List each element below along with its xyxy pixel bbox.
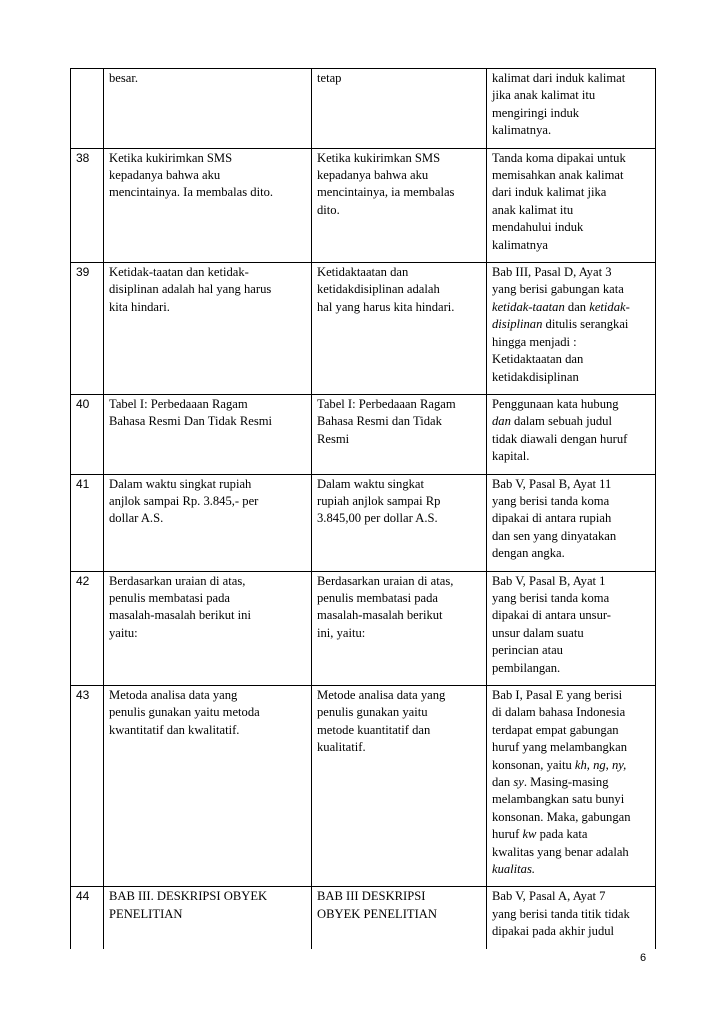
table-row	[71, 474, 656, 571]
row-number-cell	[71, 263, 104, 395]
cell-line: Bahasa Resmi Dan Tidak Resmi	[109, 414, 273, 429]
corrected-text-cell	[312, 474, 487, 571]
cell-line	[492, 625, 650, 642]
corrected-text-cell	[312, 148, 487, 262]
cell-line	[492, 906, 650, 923]
row-number-cell	[71, 394, 104, 474]
text-segment: dan	[492, 775, 514, 790]
row-number-cell	[71, 69, 104, 149]
cell-line	[492, 334, 650, 351]
incorrect-text-cell	[104, 394, 312, 474]
cell-line	[492, 493, 650, 510]
cell-line	[492, 396, 650, 413]
incorrect-text-cell	[104, 263, 312, 395]
row-number: 40	[76, 396, 90, 411]
cell-line: masalah-masalah berikut	[317, 608, 443, 623]
cell-line: Bahasa Resmi dan Tidak	[317, 414, 442, 429]
italic-term: kualitas.	[492, 862, 536, 877]
cell-line	[492, 150, 650, 167]
text-segment: dari induk kalimat jika	[492, 185, 607, 200]
corrected-text-cell	[312, 887, 487, 949]
cell-line	[492, 844, 650, 861]
explanation-cell	[487, 148, 656, 262]
text-segment: ditulis serangkai	[542, 317, 629, 332]
cell-line	[492, 237, 650, 254]
cell-line	[492, 573, 650, 590]
text-segment: tidak diawali dengan huruf	[492, 431, 628, 446]
cell-line	[492, 351, 650, 368]
cell-line: BAB III DESKRIPSI	[317, 889, 426, 904]
cell-line: rupiah anjlok sampai Rp	[317, 493, 441, 508]
cell-line	[492, 739, 650, 756]
incorrect-text-cell	[104, 686, 312, 887]
text-segment: kwalitas yang benar adalah	[492, 844, 629, 859]
cell-line: Ketidaktaatan dan	[317, 265, 409, 280]
text-segment: Ketidaktaatan dan	[492, 352, 584, 367]
incorrect-text-cell	[104, 69, 312, 149]
errata-body	[71, 69, 656, 949]
cell-line: Ketidak-taatan dan ketidak-	[109, 265, 249, 280]
text-segment: mendahului induk	[492, 220, 584, 235]
cell-line	[492, 826, 650, 843]
text-segment: kalimatnya	[492, 237, 548, 252]
text-segment: kapital.	[492, 449, 530, 464]
table-row	[71, 571, 656, 685]
text-segment: . Masing-masing	[523, 775, 609, 790]
cell-line: Dalam waktu singkat	[317, 476, 425, 491]
explanation-cell	[487, 474, 656, 571]
cell-line: PENELITIAN	[109, 906, 183, 921]
text-segment: yang berisi gabungan kata	[492, 282, 624, 297]
row-number: 44	[76, 889, 90, 904]
cell-line	[492, 264, 650, 281]
cell-line	[492, 923, 650, 940]
cell-line	[492, 167, 650, 184]
cell-line	[492, 105, 650, 122]
cell-line: penulis gunakan yaitu	[317, 705, 428, 720]
corrected-text-cell	[312, 394, 487, 474]
explanation-cell	[487, 263, 656, 395]
cell-line	[492, 888, 650, 905]
row-number: 39	[76, 265, 90, 280]
italic-term: sy	[513, 775, 524, 790]
cell-line: Dalam waktu singkat rupiah	[109, 476, 252, 491]
cell-line	[492, 281, 650, 298]
table-row	[71, 887, 656, 949]
text-segment: melambangkan satu bunyi	[492, 792, 625, 807]
text-segment: dipakai pada akhir judul	[492, 924, 615, 939]
cell-line	[492, 590, 650, 607]
text-segment: Bab III, Pasal D, Ayat 3	[492, 265, 612, 280]
table-row	[71, 263, 656, 395]
cell-line: dollar A.S.	[109, 511, 164, 526]
cell-line: tetap	[317, 71, 342, 85]
text-segment: pada kata	[536, 827, 588, 842]
cell-line	[492, 722, 650, 739]
cell-line	[492, 528, 650, 545]
cell-line	[492, 791, 650, 808]
text-segment: dipakai di antara unsur-	[492, 608, 611, 623]
cell-line: disiplinan adalah hal yang harus	[109, 282, 272, 297]
row-number: 41	[76, 476, 90, 491]
cell-line	[492, 809, 650, 826]
cell-line: Berdasarkan uraian di atas,	[317, 573, 454, 588]
italic-term: ketidak-taatan	[492, 299, 565, 314]
explanation-cell	[487, 571, 656, 685]
cell-line: dito.	[317, 202, 340, 217]
cell-line: Ketika kukirimkan SMS	[317, 150, 441, 165]
row-number-cell	[71, 474, 104, 571]
incorrect-text-cell	[104, 148, 312, 262]
cell-line: OBYEK PENELITIAN	[317, 906, 437, 921]
cell-line: penulis membatasi pada	[109, 590, 231, 605]
cell-line: kita hindari.	[109, 299, 170, 314]
table-row	[71, 69, 656, 149]
cell-line	[492, 184, 650, 201]
cell-line	[492, 607, 650, 624]
text-segment: Bab I, Pasal E yang berisi	[492, 688, 623, 702]
explanation-cell	[487, 686, 656, 887]
cell-line: kepadanya bahwa aku	[317, 168, 429, 183]
corrected-text-cell	[312, 69, 487, 149]
page-number: 6	[640, 952, 647, 964]
cell-line	[492, 757, 650, 774]
cell-line	[492, 704, 650, 721]
cell-line: ini, yaitu:	[317, 625, 366, 640]
text-segment: yang berisi tanda titik tidak	[492, 906, 630, 921]
cell-line	[492, 70, 650, 87]
text-segment: mengiringi induk	[492, 105, 580, 120]
cell-line: Berdasarkan uraian di atas,	[109, 573, 246, 588]
text-segment: perincian atau	[492, 643, 563, 658]
cell-line: anjlok sampai Rp. 3.845,- per	[109, 493, 259, 508]
cell-line	[492, 545, 650, 562]
incorrect-text-cell	[104, 887, 312, 949]
text-segment: Bab V, Pasal B, Ayat 1	[492, 573, 606, 588]
cell-line: kepadanya bahwa aku	[109, 168, 221, 183]
cell-line	[492, 202, 650, 219]
text-segment: ketidakdisiplinan	[492, 369, 579, 384]
cell-line	[492, 431, 650, 448]
errata-table	[70, 68, 656, 949]
incorrect-text-cell	[104, 474, 312, 571]
cell-line	[492, 660, 650, 677]
cell-line: kwantitatif dan kwalitatif.	[109, 722, 240, 737]
text-segment: unsur dalam suatu	[492, 625, 584, 640]
explanation-cell	[487, 887, 656, 949]
cell-line: metode kuantitatif dan	[317, 722, 431, 737]
cell-line	[492, 476, 650, 493]
cell-line: mencintainya. Ia membalas dito.	[109, 185, 274, 200]
cell-line: hal yang harus kita hindari.	[317, 299, 455, 314]
cell-line: Metode analisa data yang	[317, 688, 446, 702]
cell-line	[492, 122, 650, 139]
text-segment: Bab V, Pasal B, Ayat 11	[492, 476, 612, 491]
explanation-cell	[487, 69, 656, 149]
text-segment: Bab V, Pasal A, Ayat 7	[492, 889, 606, 904]
row-number-cell	[71, 148, 104, 262]
text-segment: konsonan, yaitu	[492, 757, 575, 772]
italic-term: kw	[522, 827, 537, 842]
italic-term: ketidak-	[589, 299, 630, 314]
row-number: 38	[76, 150, 90, 165]
text-segment: konsonan. Maka, gabungan	[492, 809, 631, 824]
text-segment: Penggunaan kata hubung	[492, 396, 619, 411]
cell-line: mencintainya, ia membalas	[317, 185, 455, 200]
cell-line	[492, 413, 650, 430]
text-segment: yang berisi tanda koma	[492, 493, 610, 508]
cell-line	[492, 299, 650, 316]
corrected-text-cell	[312, 686, 487, 887]
table-row	[71, 394, 656, 474]
cell-line: besar.	[109, 71, 139, 85]
italic-term: disiplinan	[492, 317, 543, 332]
cell-line	[492, 687, 650, 704]
text-segment: dalam sebuah judul	[510, 414, 612, 429]
row-number: 43	[76, 688, 90, 702]
cell-line	[492, 448, 650, 465]
cell-line: ketidakdisiplinan adalah	[317, 282, 440, 297]
cell-line: yaitu:	[109, 625, 138, 640]
row-number: 42	[76, 573, 90, 588]
text-segment: dipakai di antara rupiah	[492, 511, 612, 526]
cell-line: Metoda analisa data yang	[109, 688, 238, 702]
table-row	[71, 686, 656, 887]
corrected-text-cell	[312, 263, 487, 395]
cell-line	[492, 642, 650, 659]
text-segment: hingga menjadi :	[492, 334, 577, 349]
incorrect-text-cell	[104, 571, 312, 685]
cell-line	[492, 316, 650, 333]
text-segment: huruf	[492, 827, 523, 842]
cell-line	[492, 219, 650, 236]
explanation-cell	[487, 394, 656, 474]
text-segment: dengan angka.	[492, 546, 565, 561]
text-segment: huruf yang melambangkan	[492, 740, 627, 755]
cell-line	[492, 861, 650, 878]
italic-term: kh, ng, ny,	[574, 757, 627, 772]
text-segment: pembilangan.	[492, 660, 561, 675]
text-segment: anak kalimat itu	[492, 202, 574, 217]
row-number-cell	[71, 887, 104, 949]
table-row	[71, 148, 656, 262]
text-segment: Tanda koma dipakai untuk	[492, 150, 626, 165]
text-segment: kalimat dari induk kalimat	[492, 71, 626, 85]
cell-line	[492, 369, 650, 386]
text-segment: kalimatnya.	[492, 123, 552, 138]
row-number-cell	[71, 571, 104, 685]
corrected-text-cell	[312, 571, 487, 685]
row-number-cell	[71, 686, 104, 887]
cell-line: penulis membatasi pada	[317, 590, 439, 605]
cell-line: BAB III. DESKRIPSI OBYEK	[109, 889, 268, 904]
cell-line: Ketika kukirimkan SMS	[109, 150, 233, 165]
cell-line: masalah-masalah berikut ini	[109, 608, 251, 623]
cell-line: Tabel I: Perbedaaan Ragam	[109, 396, 248, 411]
cell-line: Tabel I: Perbedaaan Ragam	[317, 396, 456, 411]
text-segment: memisahkan anak kalimat	[492, 168, 624, 183]
cell-line	[492, 510, 650, 527]
cell-line	[492, 774, 650, 791]
text-segment: terdapat empat gabungan	[492, 722, 619, 737]
text-segment: dan sen yang dinyatakan	[492, 528, 617, 543]
cell-line: 3.845,00 per dollar A.S.	[317, 511, 438, 526]
cell-line: kualitatif.	[317, 740, 366, 755]
cell-line	[492, 87, 650, 104]
cell-line: Resmi	[317, 431, 350, 446]
text-segment: dan	[564, 299, 590, 314]
text-segment: di dalam bahasa Indonesia	[492, 705, 626, 720]
cell-line: penulis gunakan yaitu metoda	[109, 705, 260, 720]
italic-term: dan	[492, 414, 511, 429]
text-segment: yang berisi tanda koma	[492, 590, 610, 605]
text-segment: jika anak kalimat itu	[492, 88, 596, 103]
